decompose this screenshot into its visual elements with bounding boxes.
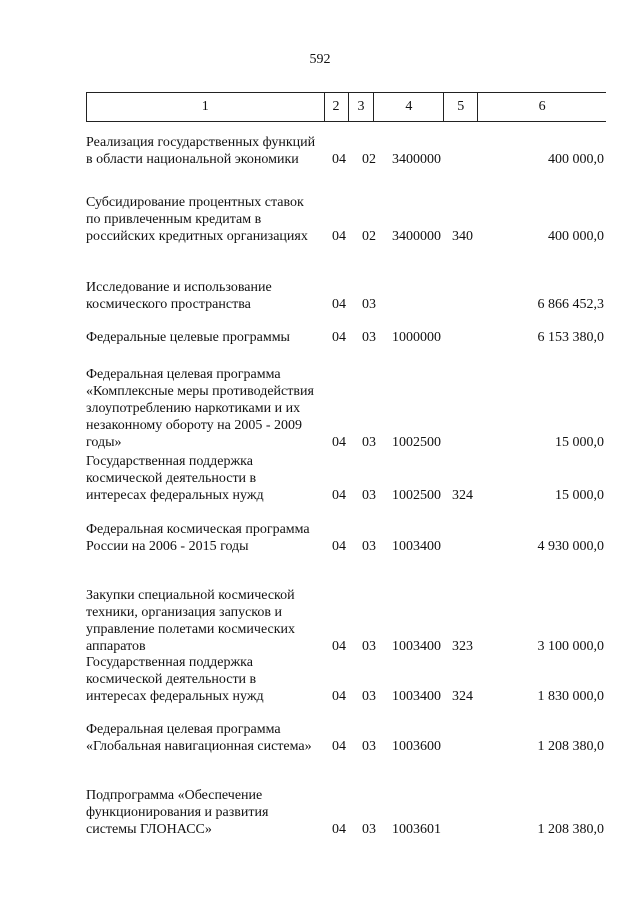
row-cell-c4: 1003600 xyxy=(392,739,441,754)
row-description: Субсидирование процентных ставок по привлеченным кредитам в российских кредитных организациях xyxy=(86,195,308,244)
row-description: Федеральные целевые программы xyxy=(86,330,290,345)
row-cell-c3: 03 xyxy=(362,822,376,837)
table-row xyxy=(86,654,606,705)
row-cell-c3: 03 xyxy=(362,739,376,754)
column-header-3: 3 xyxy=(349,93,375,121)
row-cell-c2: 04 xyxy=(332,297,346,312)
column-header-5: 5 xyxy=(444,93,478,121)
table-row xyxy=(86,194,606,245)
row-cell-c4: 1003400 xyxy=(392,689,441,704)
row-description: Реализация государственных функций в области национальной экономики xyxy=(86,135,316,167)
row-cell-c3: 03 xyxy=(362,488,376,503)
row-cell-c5: 323 xyxy=(452,639,473,654)
row-description: Федеральная целевая программа «Глобальная навигационная система» xyxy=(86,722,312,754)
row-description: Федеральная космическая программа России на 2006 - 2015 годы xyxy=(86,522,310,554)
row-cell-c6: 15 000,0 xyxy=(555,435,604,450)
row-cell-c2: 04 xyxy=(332,689,346,704)
table-row xyxy=(86,279,606,313)
row-cell-c3: 03 xyxy=(362,689,376,704)
row-cell-c3: 02 xyxy=(362,229,376,244)
table-header xyxy=(86,92,606,122)
row-cell-c2: 04 xyxy=(332,152,346,167)
page-number: 592 xyxy=(309,52,331,67)
row-cell-c2: 04 xyxy=(332,822,346,837)
table-row xyxy=(86,587,606,655)
table-row xyxy=(86,329,606,346)
row-cell-c6: 400 000,0 xyxy=(548,152,604,167)
table-row xyxy=(86,721,606,755)
table-row xyxy=(86,787,606,838)
column-header-4: 4 xyxy=(374,93,444,121)
row-cell-c2: 04 xyxy=(332,229,346,244)
row-cell-c3: 03 xyxy=(362,539,376,554)
row-cell-c2: 04 xyxy=(332,488,346,503)
table-row xyxy=(86,453,606,504)
row-cell-c5: 324 xyxy=(452,488,473,503)
table-row xyxy=(86,366,606,451)
table-row xyxy=(86,134,606,168)
row-cell-c3: 03 xyxy=(362,639,376,654)
row-cell-c6: 1 830 000,0 xyxy=(537,689,604,704)
row-description: Исследование и использование космического пространства xyxy=(86,280,272,312)
row-cell-c6: 6 153 380,0 xyxy=(537,330,604,345)
row-description: Государственная поддержка космической деятельности в интересах федеральных нужд xyxy=(86,655,264,704)
row-description: Федеральная целевая программа «Комплексные меры противодействия злоупотреблению наркотиками и их незаконному обороту на 2005 - 2009 годы» xyxy=(86,367,314,450)
row-cell-c6: 3 100 000,0 xyxy=(537,639,604,654)
row-cell-c4: 1002500 xyxy=(392,435,441,450)
row-cell-c4: 1003400 xyxy=(392,639,441,654)
row-cell-c2: 04 xyxy=(332,330,346,345)
row-cell-c3: 03 xyxy=(362,297,376,312)
row-cell-c4: 1003400 xyxy=(392,539,441,554)
table-row xyxy=(86,521,606,555)
row-cell-c2: 04 xyxy=(332,435,346,450)
column-header-6: 6 xyxy=(538,99,546,114)
row-cell-c3: 03 xyxy=(362,330,376,345)
row-cell-c5: 324 xyxy=(452,689,473,704)
row-cell-c4: 3400000 xyxy=(392,152,441,167)
column-header-2: 2 xyxy=(325,93,349,121)
row-description: Закупки специальной космической техники, организация запусков и управление полетами космических аппаратов xyxy=(86,588,296,654)
column-header-1: 1 xyxy=(87,93,325,121)
row-cell-c4: 1000000 xyxy=(392,330,441,345)
row-cell-c5: 340 xyxy=(452,229,473,244)
row-cell-c6: 6 866 452,3 xyxy=(537,297,604,312)
row-cell-c4: 1002500 xyxy=(392,488,441,503)
row-cell-c4: 1003601 xyxy=(392,822,441,837)
row-cell-c4: 3400000 xyxy=(392,229,441,244)
row-cell-c2: 04 xyxy=(332,639,346,654)
row-cell-c2: 04 xyxy=(332,739,346,754)
row-cell-c6: 1 208 380,0 xyxy=(537,739,604,754)
row-description: Государственная поддержка космической деятельности в интересах федеральных нужд xyxy=(86,454,264,503)
row-cell-c2: 04 xyxy=(332,539,346,554)
row-cell-c3: 03 xyxy=(362,435,376,450)
row-cell-c3: 02 xyxy=(362,152,376,167)
row-cell-c6: 4 930 000,0 xyxy=(537,539,604,554)
row-cell-c6: 400 000,0 xyxy=(548,229,604,244)
row-description: Подпрограмма «Обеспечение функционирования и развития системы ГЛОНАСС» xyxy=(86,788,269,837)
row-cell-c6: 15 000,0 xyxy=(555,488,604,503)
row-cell-c6: 1 208 380,0 xyxy=(537,822,604,837)
